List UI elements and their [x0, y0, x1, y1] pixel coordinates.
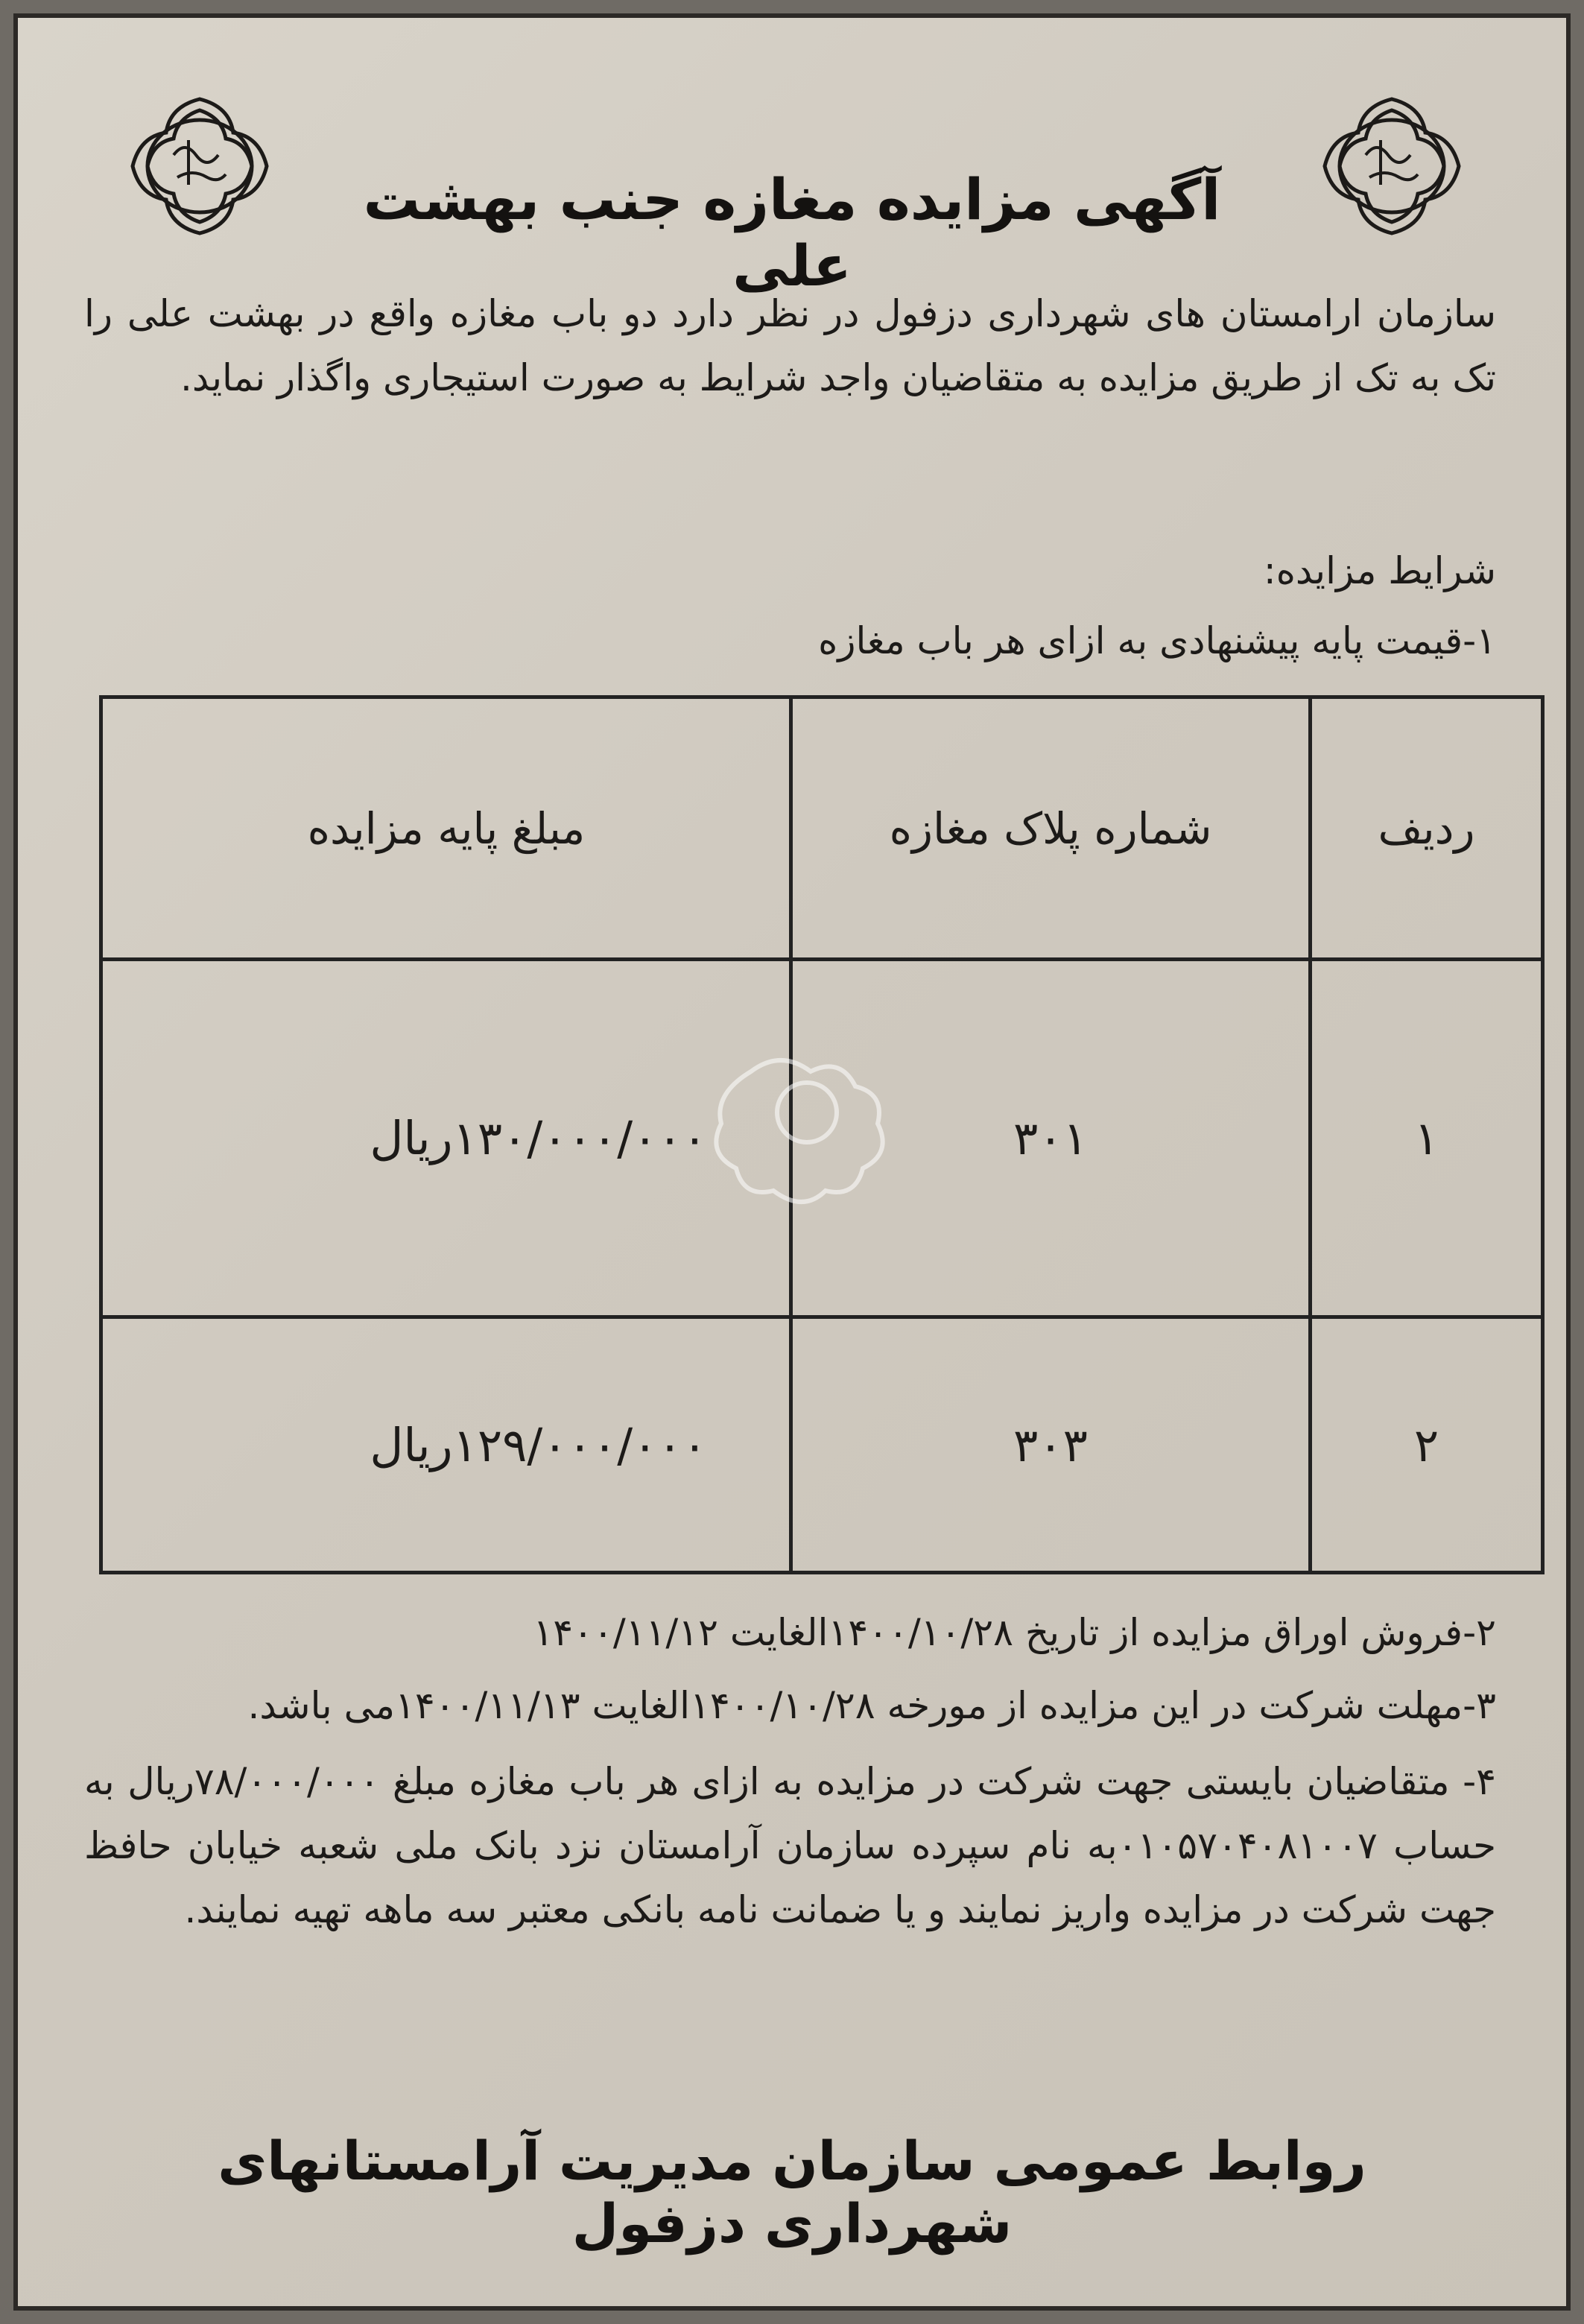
condition-2: ۲-فروش اوراق مزایده از تاریخ ۱۴۰۰/۱۰/۲۸الغایت ۱۴۰۰/۱۱/۱۲ — [533, 1611, 1496, 1654]
cell-shop-plate: ۳۰۱ — [791, 960, 1311, 1317]
condition-3: ۳-مهلت شرکت در این مزایده از مورخه ۱۴۰۰/۱۰/۲۸الغایت ۱۴۰۰/۱۱/۱۳می باشد. — [247, 1684, 1496, 1727]
announcement-title: آگهی مزایده مغازه جنب بهشت علی — [363, 166, 1221, 299]
condition-1: ۱-قیمت پایه پیشنهادی به ازای هر باب مغازه — [818, 619, 1496, 662]
cell-row-number: ۲ — [1311, 1317, 1543, 1573]
table-row — [101, 1317, 1543, 1573]
parsnamaddata-watermark — [662, 1042, 960, 1280]
intro-paragraph: سازمان ارامستان های شهرداری دزفول در نظر دارد دو باب مغازه واقع در بهشت علی را تک به تک از طریق مزایده به متقاضیان واجد شرایط به صورت استیجاری واگذار نماید. — [84, 292, 1496, 399]
header-row-number: ردیف — [1311, 697, 1543, 960]
cell-shop-plate: ۳۰۳ — [791, 1317, 1311, 1573]
cell-base-price: ۱۲۹/۰۰۰/۰۰۰ریال — [101, 1317, 791, 1573]
signature-line: روابط عمومی سازمان مدیریت آرامستانهای شهرداری دزفول — [218, 2130, 1366, 2255]
header-shop-plate: شماره پلاک مغازه — [791, 697, 1311, 960]
cell-base-price: ۱۳۰/۰۰۰/۰۰۰ریال — [101, 960, 791, 1317]
municipality-logo-left — [99, 84, 300, 248]
municipality-logo-right — [1291, 84, 1492, 248]
condition-4: ۴- متقاضیان بایستی جهت شرکت در مزایده به ازای هر باب مغازه مبلغ ۷۸/۰۰۰/۰۰۰ریال به حساب ۰۱۰۵۷۰۴۰۸۱۰۰۷به نام سپرده سازمان آرامستان نزد بانک ملی شعبه خیابان حافظ جهت شرکت در مزایده واریز نمایند و یا ضمانت نامه بانکی معتبر سه ماهه تهیه نمایند. — [84, 1760, 1496, 1931]
announcement — [13, 13, 1571, 2311]
cell-row-number: ۱ — [1311, 960, 1543, 1317]
header-base-price: مبلغ پایه مزایده — [101, 697, 791, 960]
conditions-heading: شرایط مزایده: — [1263, 549, 1496, 592]
table-header-row — [101, 697, 1543, 960]
